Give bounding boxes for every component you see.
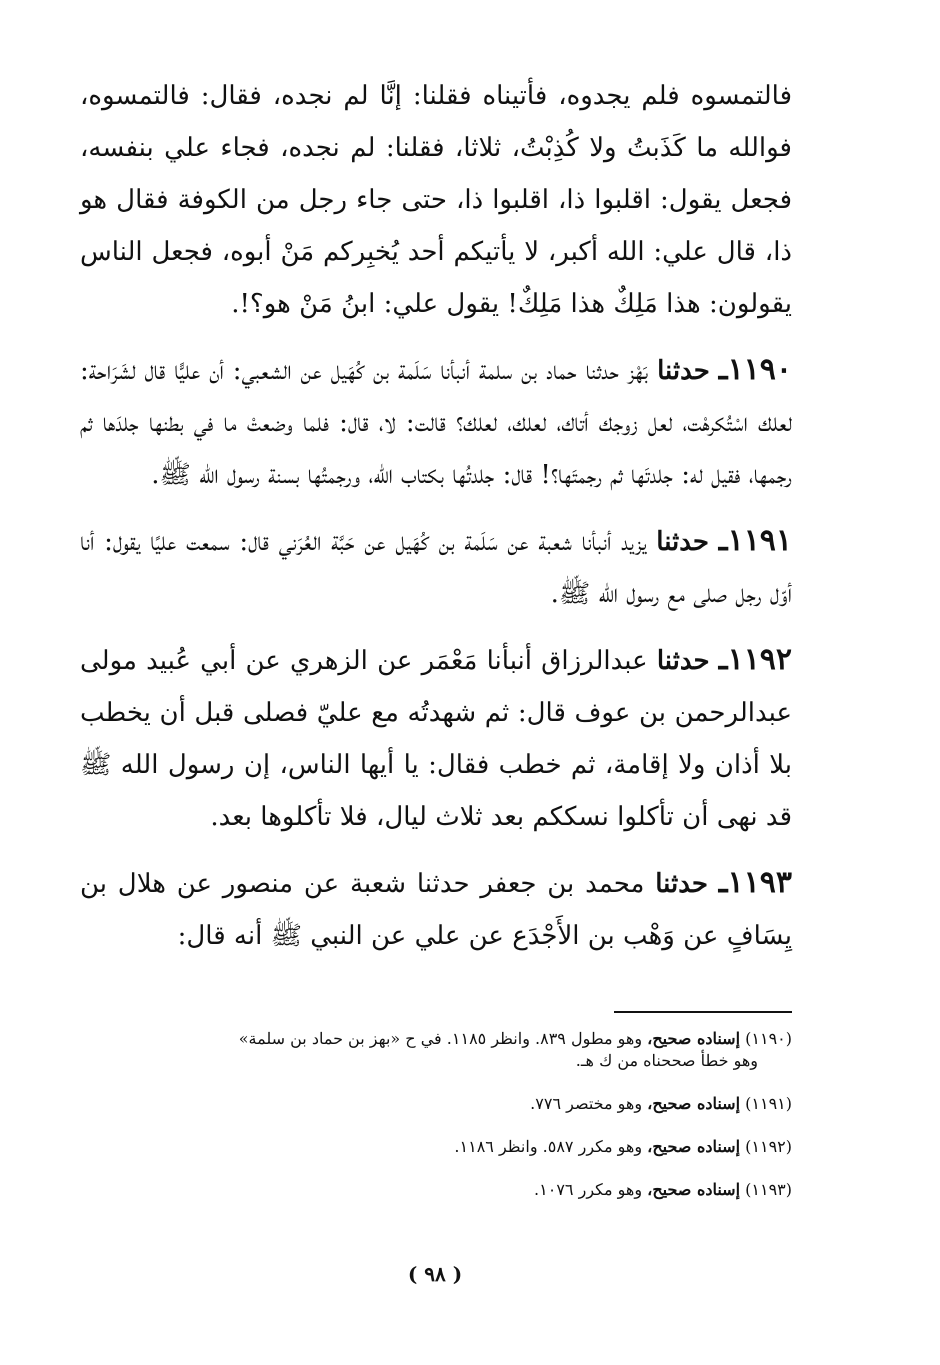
footnote-ref: (١١٩١) (745, 1094, 792, 1113)
hadith-keyword: حدثنا (656, 527, 709, 557)
footnote-1191 (80, 1093, 792, 1115)
hadith-keyword: حدثنا (656, 646, 710, 676)
hadith-text: بَهْز حدثنا حماد بن سلمة أنبأنا سَلَمة بن كُهَيل عن الشعبي: أن عليًّا قال لشَرَاحة: لعلك اسْتُكرهْت، لعل زوجك أتاك، لعلك، لعلك؟ قالت: لا، قال: فلما وضعتْ ما في بطنها جلدَها ثم رجمها، فقيل له: جلدتَها ثم رجمتَها؟! قال: جلدتُها بكتاب الله، ورجمتُها بسنة رسول الله ﷺ. (80, 356, 792, 490)
page-body (80, 70, 792, 976)
footnote-text: وهو مطول ٨٣٩. وانظر ١١٨٥. في ح «بهز بن حماد بن سلمة» (238, 1029, 643, 1048)
hadith-1193 (80, 857, 792, 962)
footnote-1193 (80, 1179, 792, 1201)
footnote-divider (614, 1011, 792, 1013)
footnote-grade: إسناده صحيح، (647, 1094, 741, 1113)
hadith-text: عبدالرزاق أنبأنا مَعْمَر عن الزهري عن أبي عُبيد مولى عبدالرحمن بن عوف قال: ثم شهدتُه مع عليّ فصلى قبل أن يخطب بلا أذان ولا إقامة، ثم خطب فقال: يا أيها الناس، إن رسول الله ﷺ قد نهى أن تأكلوا نسككم بعد ثلاث ليال، فلا تأكلوها بعد. (80, 646, 792, 832)
hadith-text: يزيد أنبأنا شعبة عن سَلَمة بن كُهَيل عن حَبَّة العُرَني قال: سمعت عليًا يقول: أنا أوّل رجل صلى مع رسول الله ﷺ. (80, 527, 792, 609)
footnote-ref: (١١٩٠) (745, 1029, 792, 1048)
hadith-keyword: حدثنا (657, 356, 710, 386)
footnote-continuation: وهو خطأ صححناه من ك هـ. (575, 1051, 758, 1070)
footnote-grade: إسناده صحيح، (647, 1029, 741, 1048)
footnote-grade: إسناده صحيح، (647, 1137, 741, 1156)
hadith-number: ١١٩١ـ (718, 523, 793, 558)
hadith-text: محمد بن جعفر حدثنا شعبة عن منصور عن هلال بن يِسَافٍ عن وَهْب بن الأَجْدَع عن علي عن النبي ﷺ أنه قال: (80, 869, 792, 951)
hadith-keyword: حدثنا (655, 869, 708, 899)
page-number: ( ٩٨ ) (407, 1262, 463, 1286)
hadith-number: ١١٩٢ـ (718, 642, 793, 677)
hadith-1192 (80, 634, 792, 843)
hadith-number: ١١٩٠ـ (718, 352, 793, 387)
footnote-ref: (١١٩٣) (745, 1180, 792, 1199)
footnote-1192 (80, 1136, 792, 1158)
footnote-text: وهو مكرر ١٠٧٦. (534, 1180, 643, 1199)
footnote-grade: إسناده صحيح، (647, 1180, 741, 1199)
footnote-ref: (١١٩٢) (745, 1137, 792, 1156)
hadith-1191 (80, 515, 792, 620)
hadith-1190 (80, 344, 792, 501)
hadith-number: ١١٩٣ـ (718, 865, 792, 900)
footnote-text: وهو مختصر ٧٧٦. (530, 1094, 643, 1113)
intro-paragraph: فالتمسوه فلم يجدوه، فأتيناه فقلنا: إنَّا لم نجده، فقال: فالتمسوه، فوالله ما كَذَبتُ ولا كُذِبْتُ، ثلاثا، فقلنا: لم نجده، فجاء علي بنفسه، فجعل يقول: اقلبوا ذا، اقلبوا ذا، حتى جاء رجل من الكوفة فقال هو ذا، قال علي: الله أكبر، لا يأتيكم أحد يُخبِركم مَنْ أبوه، فجعل الناس يقولون: هذا مَلِكٌ هذا مَلِكٌ! يقول علي: ابنُ مَنْ هو؟!. (80, 81, 792, 319)
footnote-1190 (80, 1028, 792, 1072)
footnotes (80, 1028, 792, 1222)
footnote-text: وهو مكرر ٥٨٧. وانظر ١١٨٦. (454, 1137, 643, 1156)
